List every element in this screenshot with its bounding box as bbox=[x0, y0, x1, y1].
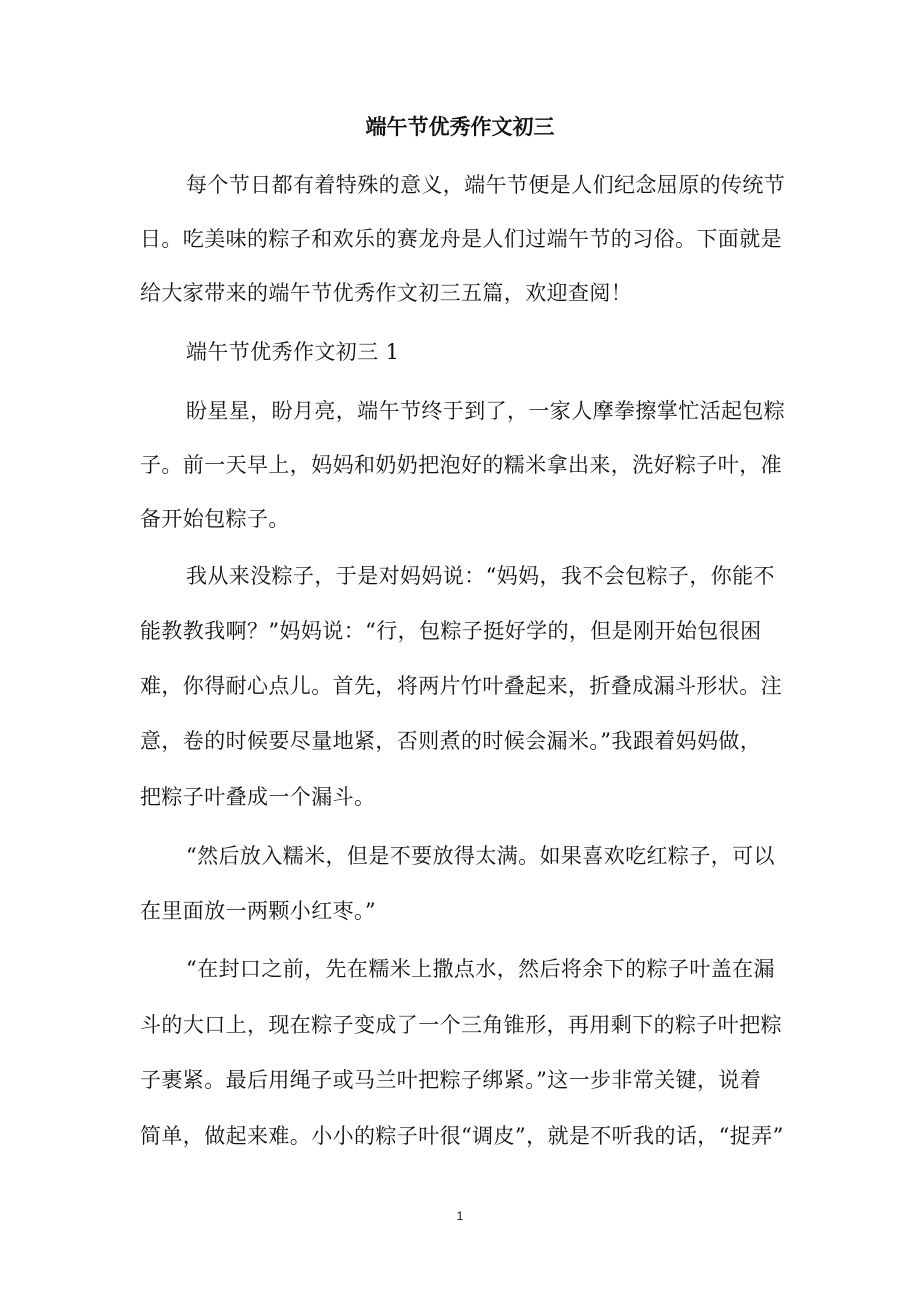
paragraph-line: 备开始包粽子。 bbox=[140, 507, 290, 531]
paragraph-line: 子。前一天早上，妈妈和奶奶把泡好的糯米拿出来，洗好粽子叶，准 bbox=[140, 453, 782, 477]
paragraph-line: 给大家带来的端午节优秀作文初三五篇，欢迎查阅！ bbox=[140, 281, 633, 305]
paragraph-line: 我从来没粽子，于是对妈妈说：“妈妈，我不会包粽子，你能不 bbox=[186, 564, 775, 588]
paragraph-line: “然后放入糯米，但是不要放得太满。如果喜欢吃红粽子，可以 bbox=[186, 844, 775, 868]
paragraph-line: 盼星星，盼月亮，端午节终于到了，一家人摩拳擦掌忙活起包粽 bbox=[186, 399, 786, 423]
paragraph-line: 难，你得耐心点儿。首先，将两片竹叶叠起来，折叠成漏斗形状。注 bbox=[140, 674, 782, 698]
paragraph-line: 把粽子叶叠成一个漏斗。 bbox=[140, 785, 376, 809]
paragraph-line: 斗的大口上，现在粽子变成了一个三角锥形，再用剩下的粽子叶把粽 bbox=[140, 1013, 782, 1037]
paragraph-line: 意，卷的时候要尽量地紧，否则煮的时候会漏米。”我跟着妈妈做， bbox=[140, 729, 762, 753]
paragraph-line: 能教教我啊？”妈妈说：“行，包粽子挺好学的，但是刚开始包很困 bbox=[140, 619, 762, 643]
paragraph-line: 日。吃美味的粽子和欢乐的赛龙舟是人们过端午节的习俗。下面就是 bbox=[140, 227, 782, 251]
section-heading: 端午节优秀作文初三 1 bbox=[186, 340, 400, 364]
document-title: 端午节优秀作文初三 bbox=[365, 114, 555, 139]
page-number: 1 bbox=[456, 1209, 464, 1223]
paragraph-line: 每个节日都有着特殊的意义，端午节便是人们纪念屈原的传统节 bbox=[186, 173, 786, 197]
paragraph-line: 简单，做起来难。小小的粽子叶很“调皮”，就是不听我的话，“捉弄” bbox=[140, 1124, 784, 1148]
paragraph-line: “在封口之前，先在糯米上撒点水，然后将余下的粽子叶盖在漏 bbox=[186, 957, 775, 981]
paragraph-line: 子裹紧。最后用绳子或马兰叶把粽子绑紧。”这一步非常关键，说着 bbox=[140, 1068, 762, 1092]
paragraph-line: 在里面放一两颗小红枣。” bbox=[140, 899, 377, 923]
